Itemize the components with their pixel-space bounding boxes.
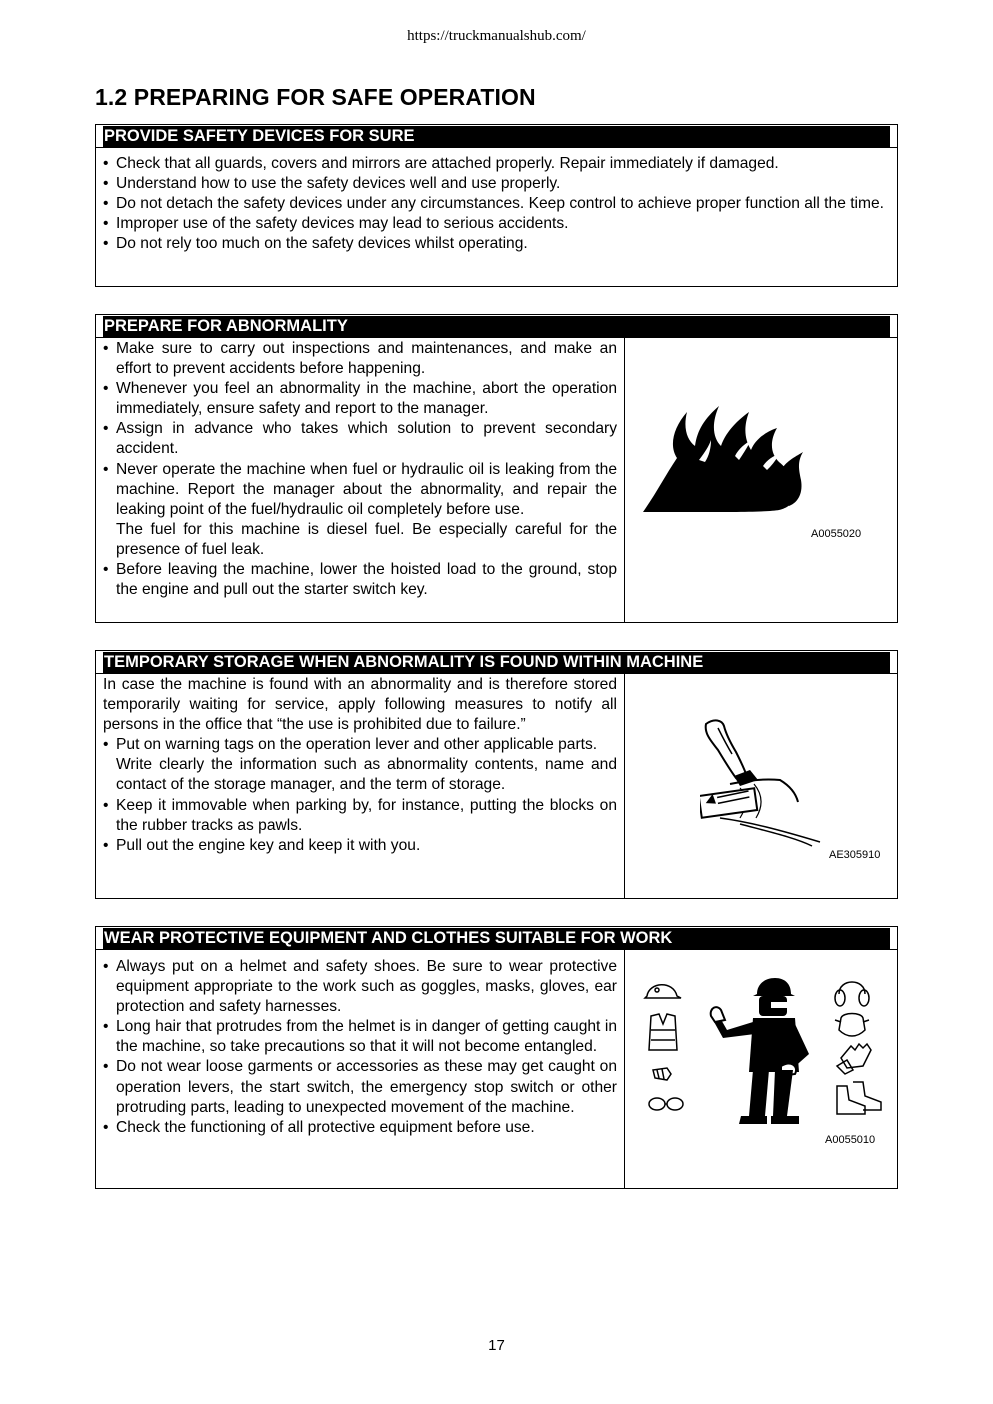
goggles-icon (649, 1098, 683, 1110)
figure-panel (625, 950, 897, 1189)
section-body (96, 338, 625, 623)
section-body (96, 148, 897, 288)
list-item: • Always put on a helmet and safety shoes. Be sure to wear protective equipment appropriate to the work such as goggles, masks, gloves, ear protection and safety harnesses. (103, 957, 617, 1017)
list-item: • Do not detach the safety devices under any circumstances. Keep control to achieve proper function all the time. (103, 194, 890, 214)
figure-panel (625, 338, 897, 623)
figure-code: A0055010 (825, 1134, 876, 1146)
list-item: • Improper use of the safety devices may lead to serious accidents. (103, 214, 890, 234)
worker-icon (711, 978, 809, 1124)
section-heading: PREPARE FOR ABNORMALITY (103, 316, 890, 337)
note-text: The fuel for this machine is diesel fuel. Be especially careful for the presence of fuel leak. (116, 520, 617, 558)
figure-panel (625, 674, 897, 899)
figure-code: A0055020 (811, 528, 862, 540)
list-item: • Keep it immovable when parking by, for instance, putting the blocks on the rubber tracks as pawls. (103, 796, 617, 836)
section-heading: WEAR PROTECTIVE EQUIPMENT AND CLOTHES SUITABLE FOR WORK (103, 928, 890, 949)
list-item: • Check the functioning of all protective equipment before use. (103, 1118, 617, 1138)
section-temporary-storage (95, 650, 898, 899)
section-safety-devices (95, 124, 898, 287)
list-item: • Do not wear loose garments or accessories as these may get caught on operation levers, the start switch, the emergency stop switch or other protruding parts, leading to unexpected movement of the machine. (103, 1057, 617, 1117)
list-item: • Do not rely too much on the safety devices whilst operating. (103, 234, 890, 254)
section-heading: PROVIDE SAFETY DEVICES FOR SURE (103, 126, 890, 147)
list-item: • Pull out the engine key and keep it with you. (103, 836, 617, 856)
section-protective-equipment (95, 926, 898, 1189)
glove-icon (653, 1068, 671, 1080)
ear-protection-icon (835, 982, 869, 1006)
list-item: • Before leaving the machine, lower the hoisted load to the ground, stop the engine and pull out the starter switch key. (103, 560, 617, 600)
list-item: • Put on warning tags on the operation lever and other applicable parts. (103, 735, 617, 755)
section-heading: TEMPORARY STORAGE WHEN ABNORMALITY IS FOUND WITHIN MACHINE (103, 652, 890, 673)
helmet-icon (645, 985, 681, 998)
figure-code: AE305910 (829, 849, 881, 861)
page-title: 1.2 PREPARING FOR SAFE OPERATION (95, 84, 536, 110)
section-body (96, 950, 625, 1189)
fire-icon (639, 400, 814, 530)
header-url: https://truckmanualshub.com/ (407, 28, 586, 44)
list-item: • Long hair that protrudes from the helmet is in danger of getting caught in the machine, so take precautions so that it will not become entangled. (103, 1017, 617, 1057)
intro-text: In case the machine is found with an abnormality and is therefore stored temporarily waiting for service, apply following measures to notify all persons in the office that “the use is prohibited due to failure.” (103, 676, 617, 734)
safety-shoes-icon (837, 1082, 881, 1114)
warning-tag-lever-icon (700, 714, 830, 854)
vest-icon (649, 1014, 677, 1050)
section-abnormality (95, 314, 898, 623)
list-item: • Never operate the machine when fuel or hydraulic oil is leaking from the machine. Report the manager about the abnormality, and repair the leaking point of the fuel/hydraulic oil completely before use. (103, 460, 617, 520)
page-number: 17 (488, 1337, 505, 1354)
gloves-icon (837, 1044, 871, 1074)
protective-equipment-icon (641, 974, 891, 1144)
mask-icon (835, 1014, 869, 1037)
list-item: • Make sure to carry out inspections and maintenances, and make an effort to prevent accidents before happening. (103, 339, 617, 379)
list-item: • Understand how to use the safety devices well and use properly. (103, 174, 890, 194)
list-item: • Check that all guards, covers and mirrors are attached properly. Repair immediately if damaged. (103, 154, 890, 174)
list-item: • Assign in advance who takes which solution to prevent secondary accident. (103, 419, 617, 459)
list-item: • Whenever you feel an abnormality in the machine, abort the operation immediately, ensure safety and report to the manager. (103, 379, 617, 419)
section-body (96, 674, 625, 899)
note-text: Write clearly the information such as abnormality contents, name and contact of the storage manager, and the term of storage. (116, 756, 617, 794)
